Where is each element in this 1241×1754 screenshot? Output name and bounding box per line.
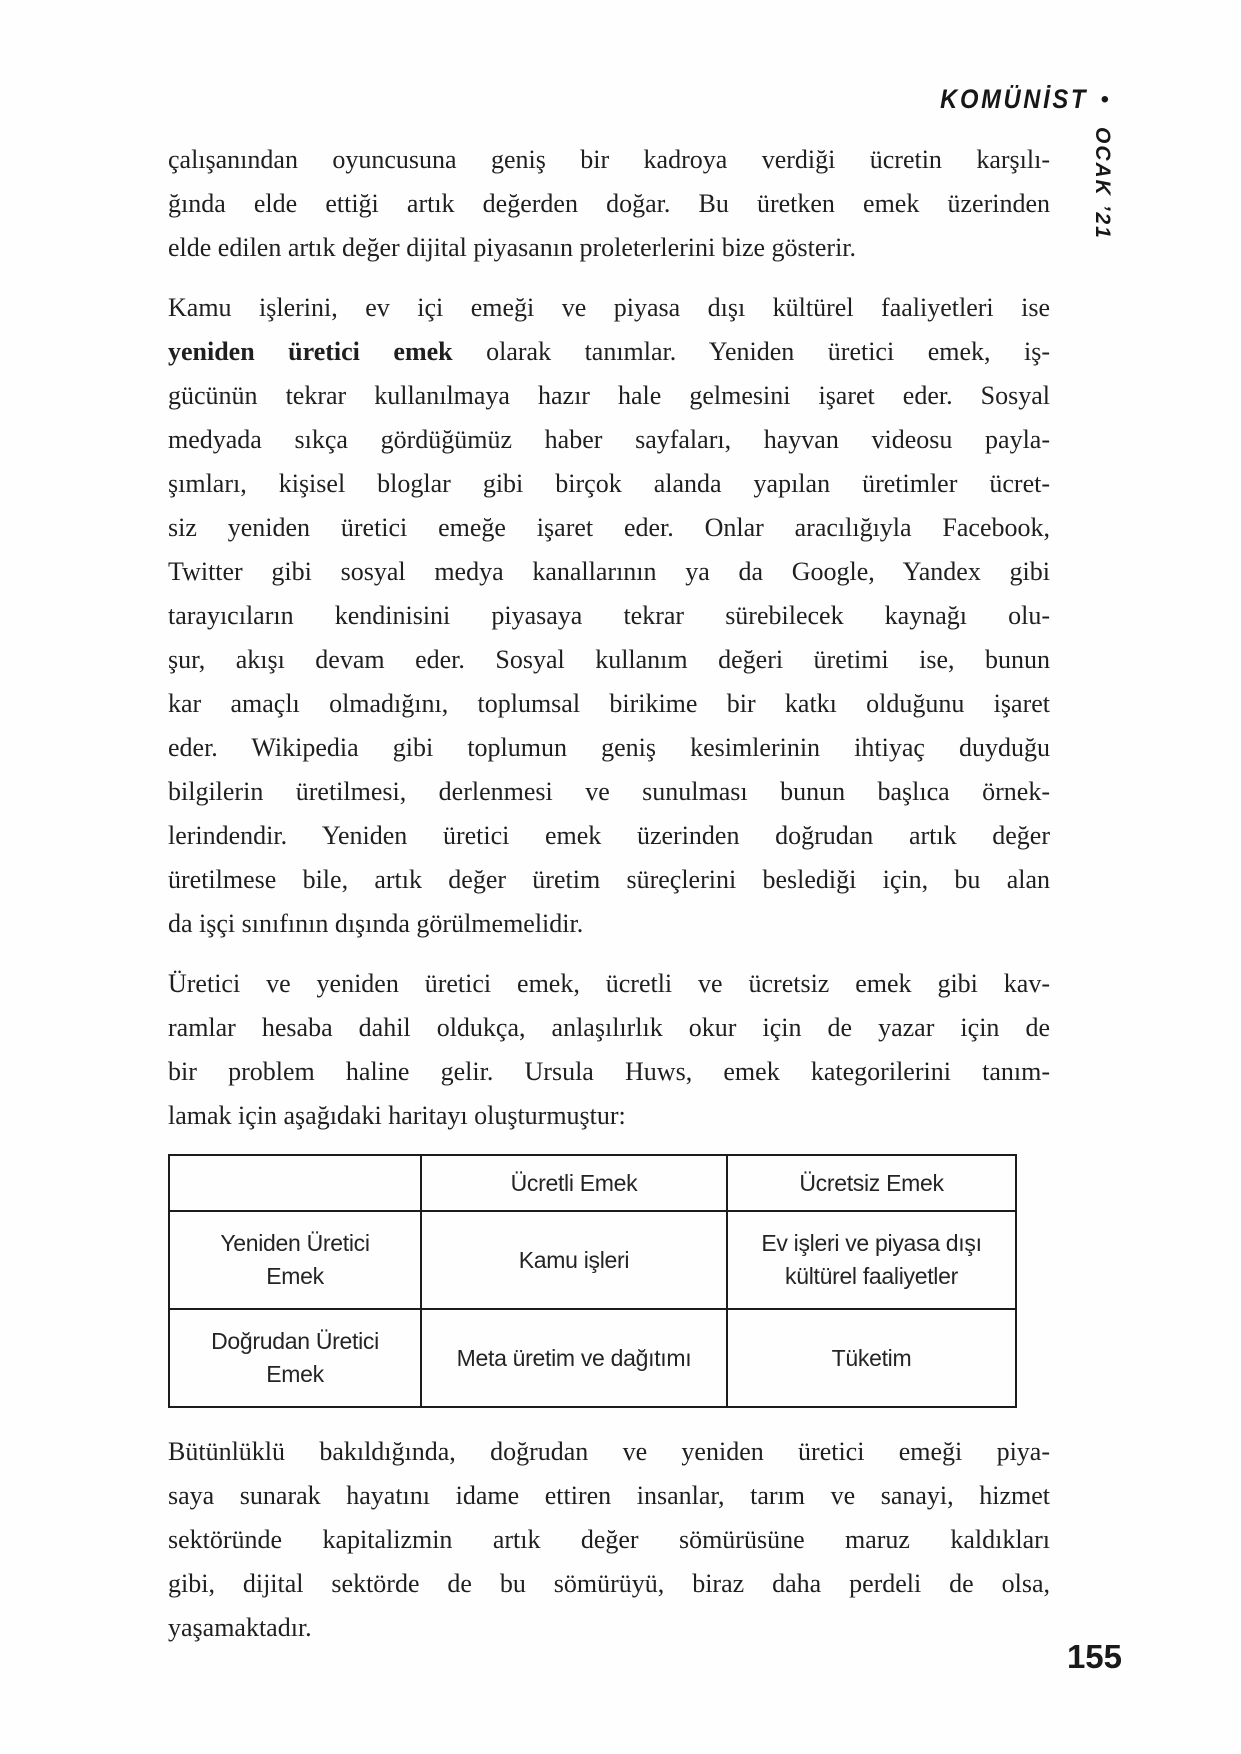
text-line: lamak için aşağıdaki haritayı oluşturmuştur: [168,1101,626,1130]
text-line: şımları, kişisel bloglar gibi birçok alanda yapılan üretimler ücret- [168,469,1050,498]
table-cell: Ev işleri ve piyasa dışı kültürel faaliyetler [727,1211,1016,1309]
paragraph [168,962,1050,1138]
table-header-cell-unpaid: Ücretsiz Emek [727,1155,1016,1211]
table-row [169,1309,1016,1407]
table-cell-row-label: Doğrudan Üretici Emek [169,1309,421,1407]
text-line: da işçi sınıfının dışında görülmemelidir. [168,909,584,938]
text-line: üretilmese bile, artık değer üretim süreçlerini beslediği için, bu alan [168,865,1050,894]
text-line: yaşamaktadır. [168,1613,312,1642]
page-number: 155 [1066,1638,1122,1675]
paragraph [168,1430,1050,1650]
text-line: eder. Wikipedia gibi toplumun geniş kesimlerinin ihtiyaç duyduğu [168,733,1050,762]
body-paragraphs-after-table [168,1430,1050,1650]
text-line: tarayıcıların kendinisini piyasaya tekrar sürebilecek kaynağı olu- [168,601,1050,630]
text-line: ramlar hesaba dahil oldukça, anlaşılırlık okur için de yazar için de [168,1013,1050,1042]
table-cell: Tüketim [727,1309,1016,1407]
paragraph [168,138,1050,270]
text-line: sektöründe kapitalizmin artık değer sömürüsüne maruz kaldıkları [168,1525,1050,1554]
table-row [169,1211,1016,1309]
text-line: kar amaçlı olmadığını, toplumsal birikime bir katkı olduğunu işaret [168,689,1050,718]
table-header-cell-paid: Ücretli Emek [421,1155,727,1211]
text-line: gücünün tekrar kullanılmaya hazır hale gelmesini işaret eder. Sosyal [168,381,1050,410]
text-line: lerindendir. Yeniden üretici emek üzerinden doğrudan artık değer [168,821,1050,850]
text-line: Twitter gibi sosyal medya kanallarının ya da Google, Yandex gibi [168,557,1050,586]
text-line: medyada sıkça gördüğümüz haber sayfaları, hayvan videosu payla- [168,425,1050,454]
text-line: bir problem haline gelir. Ursula Huws, emek kategorilerini tanım- [168,1057,1050,1086]
table-cell-row-label: Yeniden Üretici Emek [169,1211,421,1309]
table-cell: Kamu işleri [421,1211,727,1309]
text-line: siz yeniden üretici emeğe işaret eder. Onlar aracılığıyla Facebook, [168,513,1050,542]
text-line: Üretici ve yeniden üretici emek, ücretli ve ücretsiz emek gibi kav- [168,969,1050,998]
text-line: yeniden üretici emek olarak tanımlar. Yeniden üretici emek, iş- [168,337,1050,366]
text-line: saya sunarak hayatını idame ettiren insanlar, tarım ve sanayi, hizmet [168,1481,1050,1510]
text-line: şur, akışı devam eder. Sosyal kullanım değeri üretimi ise, bunun [168,645,1050,674]
table-cell: Meta üretim ve dağıtımı [421,1309,727,1407]
journal-title: KOMÜNİST [939,84,1088,114]
text-line: ğında elde ettiği artık değerden doğar. Bu üretken emek üzerinden [168,189,1050,218]
text-line: gibi, dijital sektörde de bu sömürüyü, biraz daha perdeli de olsa, [168,1569,1050,1598]
bullet-icon: • [1100,85,1109,113]
text-line: Kamu işlerini, ev içi emeği ve piyasa dışı kültürel faaliyetleri ise [168,293,1050,322]
text-line: elde edilen artık değer dijital piyasanın proleterlerini bize gösterir. [168,233,857,262]
table-header-row [169,1155,1016,1211]
body-paragraphs-before-table [168,138,1050,1138]
page-content [168,138,1050,1666]
issue-label: OCAK ’21 [1091,127,1114,240]
text-line: bilgilerin üretilmesi, derlenmesi ve sunulması bunun başlıca örnek- [168,777,1050,806]
running-head [920,84,1109,115]
text-line: çalışanından oyuncusuna geniş bir kadroya verdiği ücretin karşılı- [168,145,1050,174]
text-line: Bütünlüklü bakıldığında, doğrudan ve yeniden üretici emeği piya- [168,1437,1050,1466]
paragraph [168,286,1050,946]
table-header-cell-empty [169,1155,421,1211]
labor-categories-table [168,1154,1017,1408]
